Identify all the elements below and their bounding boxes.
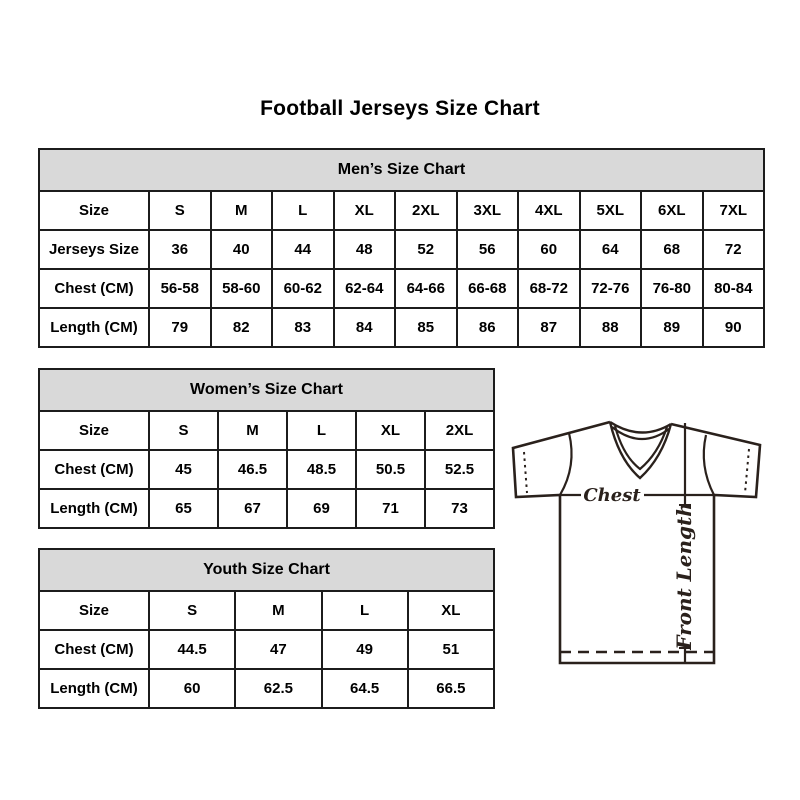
men-table-row (39, 230, 764, 269)
value-cell: 60-62 (272, 269, 334, 308)
value-cell: 80-84 (703, 269, 765, 308)
value-cell: 56 (457, 230, 519, 269)
value-cell: 60 (149, 669, 235, 708)
value-cell: XL (408, 591, 494, 630)
value-cell: 89 (641, 308, 703, 347)
value-cell: 52.5 (425, 450, 494, 489)
youth-table-row (39, 630, 494, 669)
value-cell: L (272, 191, 334, 230)
value-cell: 5XL (580, 191, 642, 230)
row-label: Size (39, 191, 149, 230)
youth-table-row (39, 669, 494, 708)
row-label: Length (CM) (39, 308, 149, 347)
value-cell: 7XL (703, 191, 765, 230)
value-cell: 84 (334, 308, 396, 347)
value-cell: 62.5 (235, 669, 321, 708)
chest-label: Chest (583, 485, 641, 506)
row-label: Size (39, 591, 149, 630)
value-cell: 47 (235, 630, 321, 669)
value-cell: 36 (149, 230, 211, 269)
value-cell: 52 (395, 230, 457, 269)
women-table-row (39, 489, 494, 528)
men-table-row (39, 308, 764, 347)
value-cell: 4XL (518, 191, 580, 230)
value-cell: 50.5 (356, 450, 425, 489)
value-cell: 64 (580, 230, 642, 269)
value-cell: 62-64 (334, 269, 396, 308)
value-cell: 71 (356, 489, 425, 528)
value-cell: 48.5 (287, 450, 356, 489)
value-cell: 48 (334, 230, 396, 269)
right-cuff-stitch-line (745, 449, 749, 493)
front-length-label: Front Length (672, 502, 696, 650)
row-label: Jerseys Size (39, 230, 149, 269)
value-cell: M (218, 411, 287, 450)
page-title: Football Jerseys Size Chart (260, 97, 540, 120)
value-cell: 44.5 (149, 630, 235, 669)
value-cell: 64.5 (322, 669, 408, 708)
row-label: Chest (CM) (39, 269, 149, 308)
value-cell: XL (334, 191, 396, 230)
men-table-row (39, 269, 764, 308)
left-cuff-stitch-line (524, 452, 527, 493)
value-cell: 86 (457, 308, 519, 347)
value-cell: 60 (518, 230, 580, 269)
value-cell: 51 (408, 630, 494, 669)
value-cell: 46.5 (218, 450, 287, 489)
value-cell: 79 (149, 308, 211, 347)
right-armhole-seam (704, 435, 714, 495)
value-cell: 68-72 (518, 269, 580, 308)
value-cell: M (235, 591, 321, 630)
value-cell: 49 (322, 630, 408, 669)
value-cell: 85 (395, 308, 457, 347)
value-cell: 40 (211, 230, 273, 269)
value-cell: 88 (580, 308, 642, 347)
value-cell: 6XL (641, 191, 703, 230)
value-cell: 45 (149, 450, 218, 489)
value-cell: 90 (703, 308, 765, 347)
value-cell: L (287, 411, 356, 450)
men-table-header: Men’s Size Chart (39, 149, 764, 191)
jersey-measurement-diagram (503, 402, 778, 670)
women-table-row (39, 450, 494, 489)
youth-table-row (39, 591, 494, 630)
value-cell: 72 (703, 230, 765, 269)
value-cell: 65 (149, 489, 218, 528)
youth-size-table (38, 548, 495, 709)
mens-size-table (38, 148, 765, 348)
womens-size-table (38, 368, 495, 529)
youth-table-header: Youth Size Chart (39, 549, 494, 591)
value-cell: L (322, 591, 408, 630)
value-cell: 66.5 (408, 669, 494, 708)
value-cell: 3XL (457, 191, 519, 230)
value-cell: 83 (272, 308, 334, 347)
value-cell: S (149, 411, 218, 450)
jersey-body-outline (513, 422, 760, 663)
men-table-row (39, 191, 764, 230)
value-cell: 56-58 (149, 269, 211, 308)
row-label: Chest (CM) (39, 630, 149, 669)
row-label: Chest (CM) (39, 450, 149, 489)
value-cell: M (211, 191, 273, 230)
value-cell: 2XL (395, 191, 457, 230)
row-label: Size (39, 411, 149, 450)
value-cell: S (149, 591, 235, 630)
value-cell: 82 (211, 308, 273, 347)
value-cell: 58-60 (211, 269, 273, 308)
row-label: Length (CM) (39, 669, 149, 708)
value-cell: 68 (641, 230, 703, 269)
value-cell: 73 (425, 489, 494, 528)
value-cell: 87 (518, 308, 580, 347)
value-cell: 66-68 (457, 269, 519, 308)
value-cell: 67 (218, 489, 287, 528)
value-cell: XL (356, 411, 425, 450)
jersey-outline-illustration (503, 402, 778, 670)
value-cell: 64-66 (395, 269, 457, 308)
value-cell: 44 (272, 230, 334, 269)
value-cell: S (149, 191, 211, 230)
women-table-header: Women’s Size Chart (39, 369, 494, 411)
left-armhole-seam (560, 433, 572, 495)
value-cell: 72-76 (580, 269, 642, 308)
value-cell: 76-80 (641, 269, 703, 308)
value-cell: 2XL (425, 411, 494, 450)
value-cell: 69 (287, 489, 356, 528)
women-table-row (39, 411, 494, 450)
row-label: Length (CM) (39, 489, 149, 528)
